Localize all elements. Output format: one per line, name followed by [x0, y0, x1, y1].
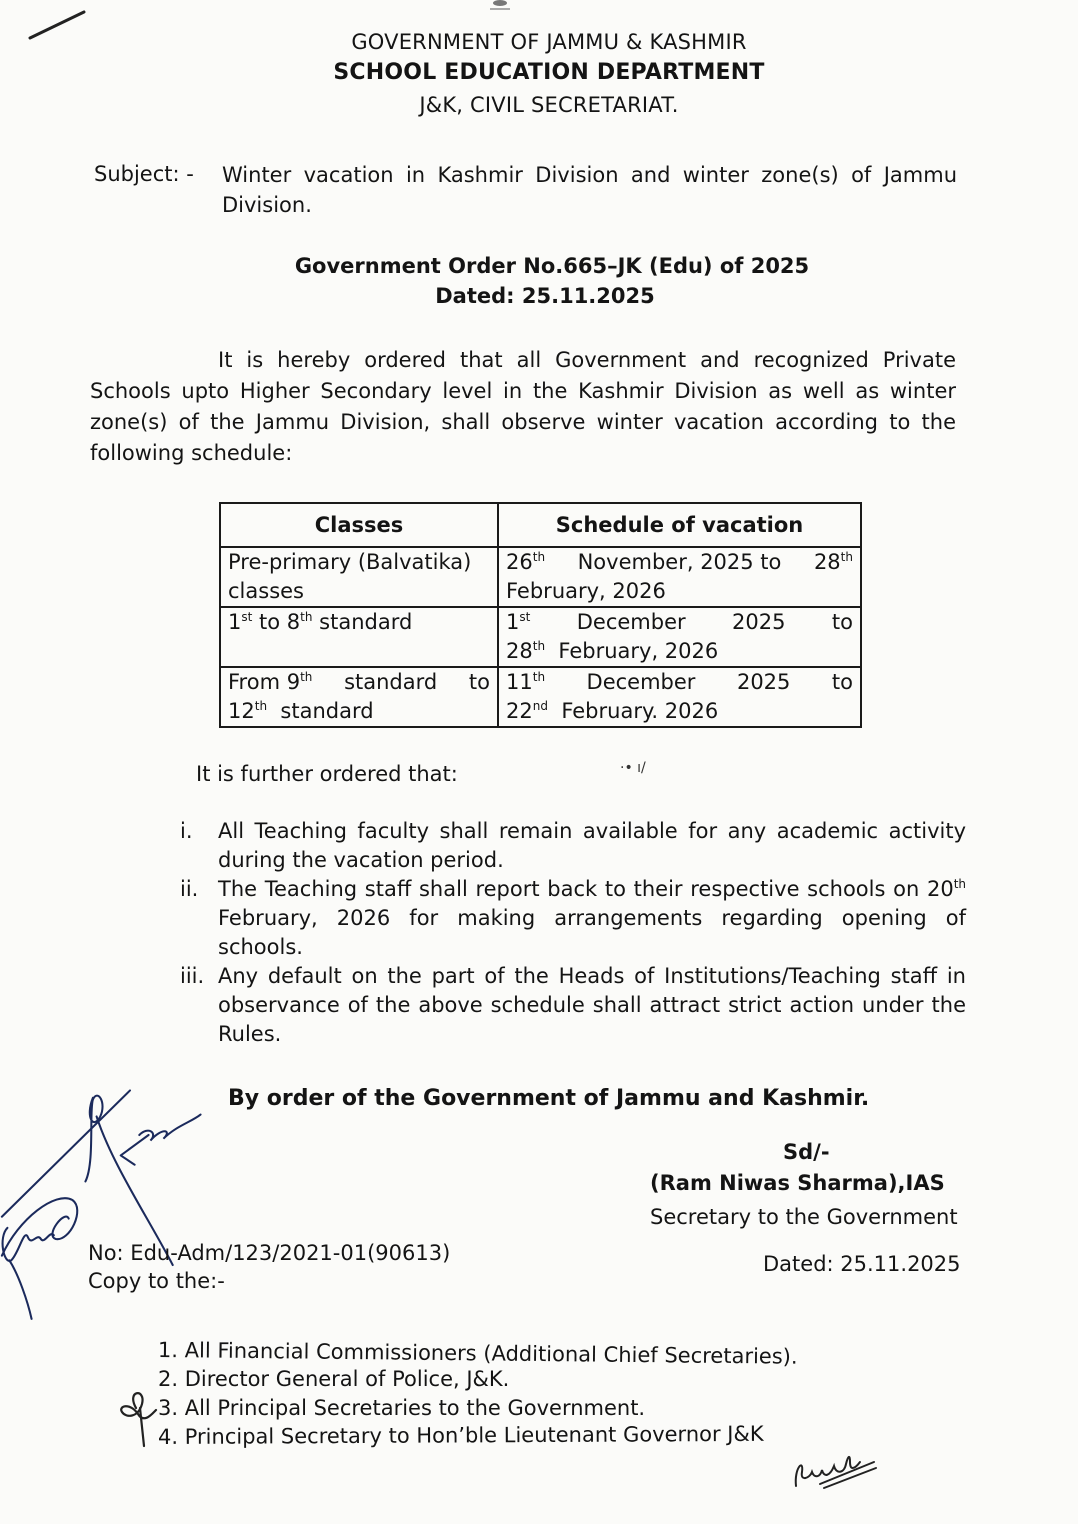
order-paragraph-text: It is hereby ordered that all Government and recognized Private Schools upto Higher Secondary level in the Kashmir Division as well as winter zone(s) of the Jammu Division, shall observe winter vacation according to the following schedule: — [90, 348, 956, 465]
cell-text: to — [831, 670, 853, 694]
signatory-designation: Secretary to the Government — [650, 1205, 958, 1229]
cell-classes — [220, 667, 498, 727]
cell-text: 26th — [506, 550, 546, 574]
cell-text: 22nd February. 2026 — [506, 699, 719, 723]
cell-schedule — [498, 667, 861, 727]
list-number: iii. — [180, 964, 205, 988]
subject-label: Subject: - — [94, 162, 194, 186]
cell-text: to — [468, 670, 490, 694]
cell-text: Pre-primary (Balvatika) — [228, 550, 472, 574]
initials-signature-icon — [790, 1448, 880, 1493]
cell-text: classes — [228, 579, 304, 603]
list-item: 3. All Principal Secretaries to the Government. — [158, 1396, 646, 1420]
cell-text: 28th — [813, 550, 853, 574]
cell-text: 11th — [506, 670, 546, 694]
cell-text: 28th February, 2026 — [506, 639, 719, 663]
subject-text: Winter vacation in Kashmir Division and winter zone(s) of Jammu Division. — [222, 163, 957, 217]
cell-classes — [220, 607, 498, 667]
table-header-row — [220, 503, 861, 547]
by-order-line: By order of the Government of Jammu and Kashmir. — [228, 1086, 870, 1111]
letterhead-government: GOVERNMENT OF JAMMU & KASHMIR — [351, 30, 747, 54]
reference-number: No: Edu-Adm/123/2021-01(90613) — [88, 1241, 451, 1265]
table-row — [220, 547, 861, 607]
list-item: 4. Principal Secretary to Hon’ble Lieutenant Governor J&K — [157, 1421, 764, 1449]
signed-mark: Sd/- — [783, 1140, 830, 1164]
list-number: i. — [180, 819, 193, 843]
cell-line — [506, 548, 853, 577]
cell-text: February, 2026 — [506, 579, 666, 603]
list-item: 2. Director General of Police, J&K. — [158, 1367, 510, 1391]
initials-signature-icon — [116, 1388, 166, 1448]
cell-schedule — [498, 607, 861, 667]
cell-text: December — [586, 670, 696, 694]
cell-text: 2025 — [736, 670, 791, 694]
order-number: Government Order No.665–JK (Edu) of 2025 — [294, 254, 810, 278]
cell-line — [506, 668, 853, 697]
cell-schedule — [498, 547, 861, 607]
cell-text: 12th standard — [228, 699, 374, 723]
signatory-date: Dated: 25.11.2025 — [763, 1252, 961, 1276]
list-text: All Teaching faculty shall remain available for any academic activity during the vacation period. — [218, 819, 966, 872]
cell-text: November, 2025 to — [577, 550, 782, 574]
list-item — [180, 962, 966, 1049]
signatory-name: (Ram Niwas Sharma),IAS — [650, 1171, 945, 1195]
list-text: Any default on the part of the Heads of Institutions/Teaching staff in observance of the above schedule shall attract strict action under the Rules. — [218, 964, 966, 1046]
copy-to-list — [158, 1336, 798, 1452]
cell-text: 2025 — [732, 610, 786, 634]
list-item: 1. All Financial Commissioners (Additional Chief Secretaries). — [157, 1338, 798, 1369]
letterhead-office: J&K, CIVIL SECRETARIAT. — [419, 93, 679, 117]
list-item — [180, 875, 966, 962]
cell-classes — [220, 547, 498, 607]
cell-text: to — [831, 610, 853, 634]
state-emblem-icon — [478, 0, 522, 12]
table-row — [220, 607, 861, 667]
letterhead-department: SCHOOL EDUCATION DEPARTMENT — [333, 60, 765, 85]
cell-text: From 9th — [228, 670, 313, 694]
cell-text: 1st to 8th standard — [228, 610, 413, 634]
vacation-schedule-table — [219, 502, 862, 728]
cell-text: December — [576, 610, 686, 634]
list-text: The Teaching staff shall report back to their respective schools on 20th February, 2026 for making arrangements regarding opening of schools. — [218, 877, 966, 959]
stray-mark: ·• ı/ — [620, 760, 646, 776]
cell-text: 1st — [506, 610, 531, 634]
order-date: Dated: 25.11.2025 — [435, 284, 655, 308]
cell-line — [228, 668, 490, 697]
cell-line — [506, 608, 853, 637]
list-item — [180, 817, 966, 875]
column-header-schedule: Schedule of vacation — [498, 503, 861, 547]
order-paragraph — [90, 345, 956, 469]
further-ordered-heading: It is further ordered that: — [196, 762, 458, 786]
copy-to-label: Copy to the:- — [88, 1269, 225, 1293]
list-number: ii. — [180, 877, 199, 901]
table-row — [220, 667, 861, 727]
directives-list — [180, 817, 966, 1049]
column-header-classes: Classes — [220, 503, 498, 547]
cell-text: standard — [344, 670, 438, 694]
